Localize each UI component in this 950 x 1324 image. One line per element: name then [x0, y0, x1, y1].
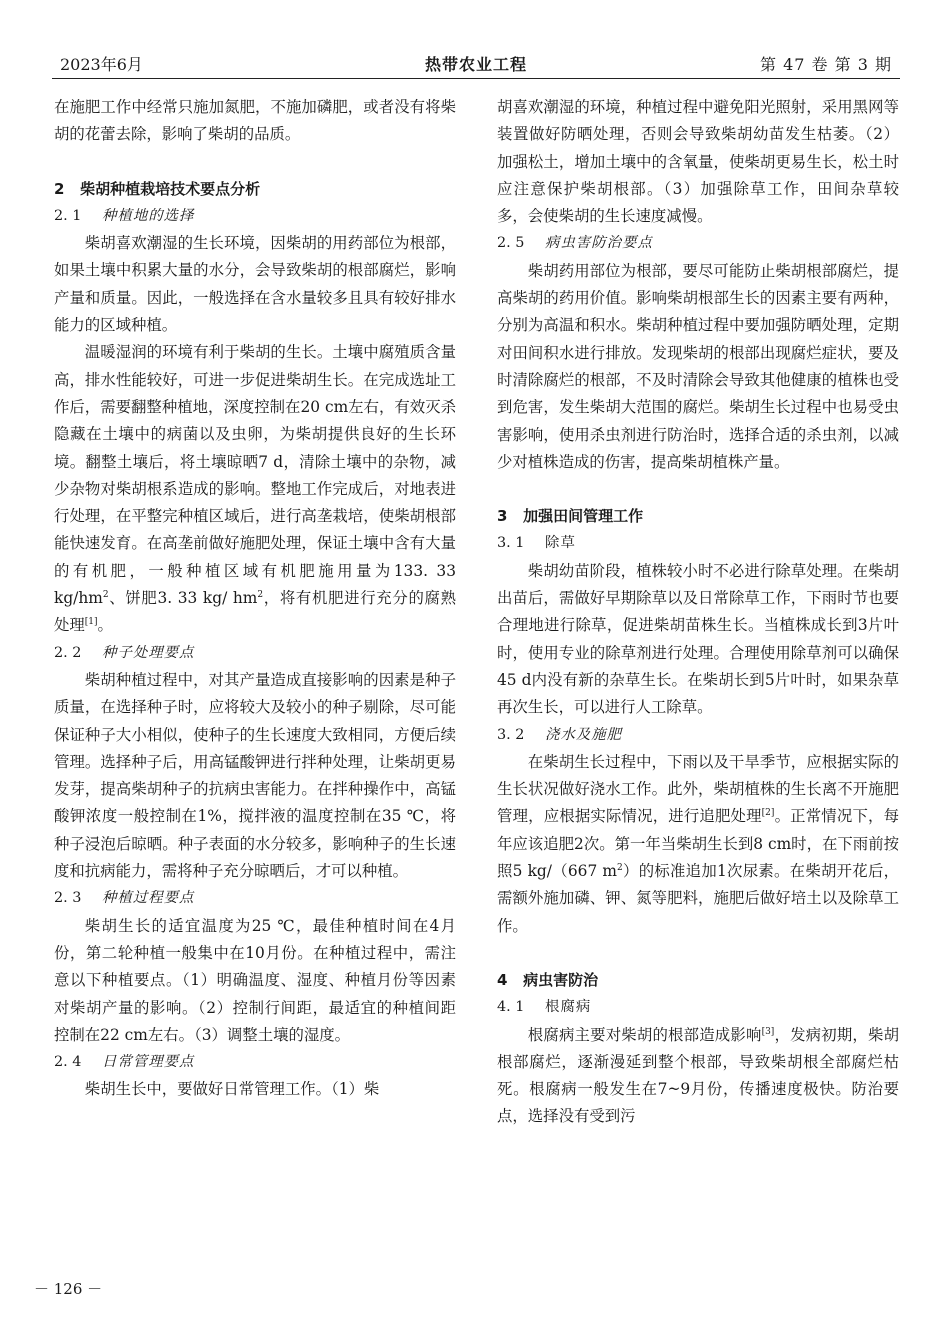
paragraph: 柴胡喜欢潮湿的生长环境，因柴胡的用药部位为根部，如果土壤中积累大量的水分，会导致柴胡的根部腐烂，影响产量和质量。因此，一般选择在含水量较多且具有较好排水能力的区域种植。: [54, 234, 456, 335]
header-rule: [52, 78, 900, 79]
section-heading: [497, 967, 899, 994]
subsection-number: 2. 1: [54, 207, 82, 224]
subsection-number: 4. 1: [497, 999, 525, 1016]
subsection-title: 种植过程要点: [102, 890, 195, 907]
subsection-number: 3. 1: [497, 535, 525, 552]
paragraph: 柴胡生长的适宜温度为25 ℃，最佳种植时间在4月份，第二轮种植一般集中在10月份。在种植过程中，需注意以下种植要点。（1）明确温度、湿度、种植月份等因素对柴胡产量的影响。（2）控制行间距，最适宜的种植间距控制在22 cm左右。（3）调整土壤的湿度。: [54, 916, 456, 1044]
section-number: 4: [497, 970, 508, 989]
paragraph: 根腐病主要对柴胡的根部造成影响[3]，发病初期，柴胡根部腐烂，逐渐漫延到整个根部，导致柴胡根全部腐烂枯死。根腐病一般发生在7~9月份，传播速度极快。防治要点，选择没有受到污: [497, 1025, 899, 1126]
paragraph: 温暖湿润的环境有利于柴胡的生长。土壤中腐殖质含量高，排水性能较好，可进一步促进柴胡生长。在完成选址工作后，需要翻整种植地，深度控制在20 cm左右，有效灭杀隐藏在土壤中的病菌以及虫卵，为柴胡提供良好的生长环境。翻整土壤后，将土壤晾晒7 d，清除土壤中的杂物，减少杂物对柴胡根系造成的影响。整地工作完成后，对地表进行处理，在平整完种植区域后，进行高垄栽培，使柴胡根部能快速发育。在高垄前做好施肥处理，保证土壤中含有大量的有机肥，一般种植区域有机肥施用量为133. 33 $kg/hm^2$、饼肥3. 33 kg/ $hm^2$，将有机肥进行充分的腐熟处理[1]。: [54, 343, 456, 635]
subsection-number: 2. 3: [54, 890, 82, 907]
subsection-heading: [497, 722, 899, 749]
subsection-title: 日常管理要点: [102, 1054, 195, 1071]
section-title: 柴胡种植栽培技术要点分析: [80, 179, 261, 198]
paragraph: 柴胡幼苗阶段，植株较小时不必进行除草处理。在柴胡出苗后，需做好早期除草以及日常除草工作，下雨时节也要合理地进行除草，促进柴胡苗株生长。当植株成长到3片叶时，使用专业的除草剂进行处理。合理使用除草剂可以确保45 d内没有新的杂草生长。在柴胡长到5片叶时，如果杂草再次生长，可以进行人工除草。: [497, 561, 899, 717]
paragraph: 柴胡生长中，要做好日常管理工作。（1）柴: [84, 1080, 380, 1099]
subsection-heading: [54, 203, 456, 230]
subsection-heading: [497, 230, 899, 257]
volume-issue: 第 47 卷 第 3 期: [760, 55, 892, 74]
paragraph: 在施肥工作中经常只施加氮肥，不施加磷肥，或者没有将柴胡的花蕾去除，影响了柴胡的品质。: [54, 98, 456, 144]
subsection-title: 种植地的选择: [102, 207, 195, 224]
subsection-title: 除草: [545, 535, 576, 552]
section-number: 3: [497, 507, 508, 526]
citation-ref: [2]: [761, 808, 775, 819]
subsection-number: 2. 4: [54, 1054, 82, 1071]
subsection-heading: [497, 530, 899, 557]
subsection-title: 种子处理要点: [102, 644, 195, 661]
paragraph: 柴胡药用部位为根部，要尽可能防止柴胡根部腐烂，提高柴胡的药用价值。影响柴胡根部生长的因素主要有两种，分别为高温和积水。柴胡种植过程中要加强防晒处理，定期对田间积水进行排放。发现柴胡的根部出现腐烂症状，要及时清除腐烂的根部，不及时清除会导致其他健康的植株也受到危害，发生柴胡大范围的腐烂。柴胡生长过程中也易受虫害影响，使用杀虫剂进行防治时，选择合适的杀虫剂，以减少对植株造成的伤害，提高柴胡植株产量。: [497, 261, 899, 471]
page-number: － 126 －: [34, 1280, 103, 1298]
issue-date: 2023年6月: [60, 55, 143, 74]
subsection-number: 2. 5: [497, 235, 525, 252]
right-column: [497, 94, 899, 1131]
subsection-number: 3. 2: [497, 726, 525, 743]
paragraph: 柴胡种植过程中，对其产量造成直接影响的因素是种子质量，在选择种子时，应将较大及较小的种子剔除，尽可能保证种子大小相似，使种子的生长速度大致相同，方便后续管理。选择种子后，用高锰酸钾进行拌种处理，让柴胡更易发芽，提高柴胡种子的抗病虫害能力。在拌种操作中，高锰酸钾浓度一般控制在1%，搅拌液的温度控制在35 ℃，将种子浸泡后晾晒。种子表面的水分较多，影响种子的生长速度和抗病能力，需将种子充分晾晒后，才可以种植。: [54, 670, 456, 881]
subsection-heading: [54, 640, 456, 667]
running-header: [52, 48, 900, 78]
subsection-title: 根腐病: [545, 999, 592, 1016]
subsection-number: 2. 2: [54, 644, 82, 661]
section-heading: [54, 176, 456, 203]
citation-ref: [3]: [761, 1026, 775, 1037]
subsection-heading: [54, 885, 456, 912]
subsection-title: 病虫害防治要点: [545, 235, 653, 252]
left-column: [54, 94, 456, 1104]
section-heading: [497, 503, 899, 530]
section-title: 病虫害防治: [523, 970, 599, 989]
citation-ref: [1]: [84, 617, 98, 628]
subsection-heading: [54, 1049, 456, 1076]
paragraph: 在柴胡生长过程中，下雨以及干旱季节，应根据实际的生长状况做好浇水工作。此外，柴胡植株的生长离不开施肥管理，应根据实际情况，进行追肥处理[2]。正常情况下，每年应该追肥2次。第一年当柴胡生长到8 cm时，在下雨前按照5 kg/（667 $m^2$）的标准追加1次尿素。在柴胡开花后，需额外施加磷、钾、氮等肥料，施肥后做好培土以及除草工作。: [497, 752, 899, 935]
subsection-heading: [497, 994, 899, 1021]
journal-title: 热带农业工程: [424, 55, 527, 74]
section-title: 加强田间管理工作: [523, 507, 644, 526]
subsection-title: 浇水及施肥: [545, 726, 623, 743]
paragraph: 胡喜欢潮湿的环境，种植过程中避免阳光照射，采用黑网等装置做好防晒处理，否则会导致柴胡幼苗发生枯萎。（2）加强松土，增加土壤中的含氧量，使柴胡更易生长，松土时应注意保护柴胡根部。（3）加强除草工作，田间杂草较多，会使柴胡的生长速度减慢。: [497, 98, 899, 226]
section-number: 2: [54, 179, 65, 198]
